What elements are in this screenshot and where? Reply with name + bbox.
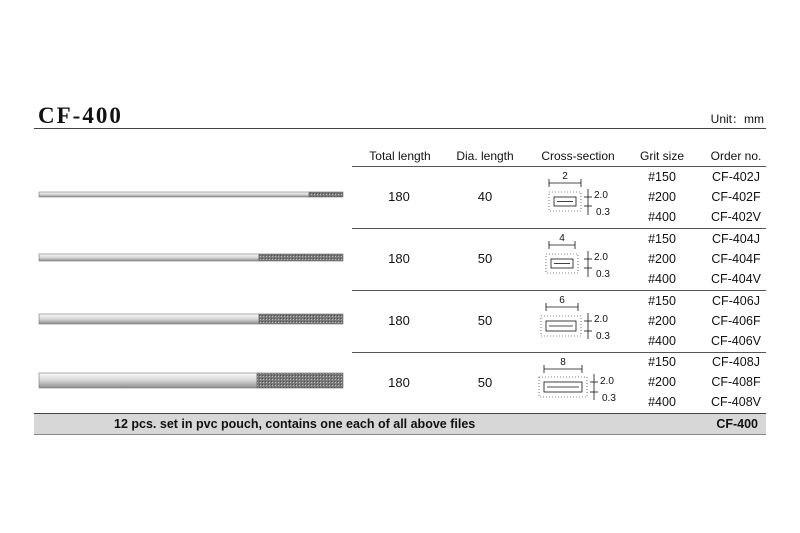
thickness-label: 2.0 — [594, 314, 608, 325]
file-image-406 — [38, 310, 348, 328]
grit-size: #400 — [648, 272, 676, 286]
order-number: CF-406V — [710, 334, 762, 348]
header-total-length: Total length — [369, 149, 431, 163]
file-image-404 — [38, 250, 348, 264]
order-number: CF-402J — [712, 170, 760, 184]
header-grit-size: Grit size — [639, 149, 684, 163]
total-length-value: 180 — [388, 375, 410, 390]
grit-size: #150 — [648, 232, 676, 246]
dia-length-value: 50 — [477, 251, 493, 266]
grit-size: #200 — [648, 252, 676, 266]
order-number: CF-404V — [710, 272, 762, 286]
thickness-label: 2.0 — [594, 252, 608, 263]
order-number: CF-408F — [711, 375, 761, 389]
grit-size: #200 — [648, 190, 676, 204]
grit-size: #200 — [648, 375, 676, 389]
order-number: CF-404F — [711, 252, 761, 266]
edge-label: 0.3 — [596, 207, 610, 218]
edge-label: 0.3 — [596, 269, 610, 280]
page-title: CF-400 — [38, 103, 123, 128]
order-number: CF-408J — [712, 355, 760, 369]
order-number: CF-404J — [712, 232, 760, 246]
dia-length-value: 40 — [477, 189, 493, 204]
header-dia-length: Dia. length — [456, 149, 514, 163]
dia-length-value: 50 — [477, 313, 493, 328]
width-label: 8 — [560, 357, 566, 368]
set-code: CF-400 — [716, 417, 758, 431]
grit-size: #400 — [648, 334, 676, 348]
total-length-value: 180 — [388, 313, 410, 328]
set-footer-bar — [34, 413, 766, 435]
order-number: CF-402F — [711, 190, 761, 204]
order-number: CF-406J — [712, 294, 760, 308]
cross-section-diagram — [530, 167, 620, 225]
unit-label: Unit：mm — [710, 112, 764, 126]
width-label: 2 — [562, 171, 568, 182]
dia-length-value: 50 — [477, 375, 493, 390]
grit-size: #200 — [648, 314, 676, 328]
grit-size: #400 — [648, 395, 676, 409]
title-divider — [34, 128, 766, 129]
width-label: 4 — [559, 233, 565, 244]
cross-section-diagram — [530, 229, 620, 287]
grit-size: #150 — [648, 170, 676, 184]
cross-section-diagram — [530, 353, 620, 411]
grit-size: #150 — [648, 355, 676, 369]
header-cross-section: Cross-section — [541, 149, 615, 163]
order-number: CF-406F — [711, 314, 761, 328]
file-image-408 — [38, 370, 348, 392]
file-image-402 — [38, 188, 348, 200]
edge-label: 0.3 — [602, 393, 616, 404]
width-label: 6 — [559, 295, 565, 306]
order-number: CF-408V — [710, 395, 762, 409]
total-length-value: 180 — [388, 189, 410, 204]
grit-size: #150 — [648, 294, 676, 308]
thickness-label: 2.0 — [600, 376, 614, 387]
grit-size: #400 — [648, 210, 676, 224]
cross-section-diagram — [530, 291, 620, 349]
total-length-value: 180 — [388, 251, 410, 266]
header-order-no: Order no. — [710, 149, 762, 163]
thickness-label: 2.0 — [594, 190, 608, 201]
set-description: 12 pcs. set in pvc pouch, contains one each of all above files — [114, 417, 476, 431]
order-number: CF-402V — [710, 210, 762, 224]
edge-label: 0.3 — [596, 331, 610, 342]
